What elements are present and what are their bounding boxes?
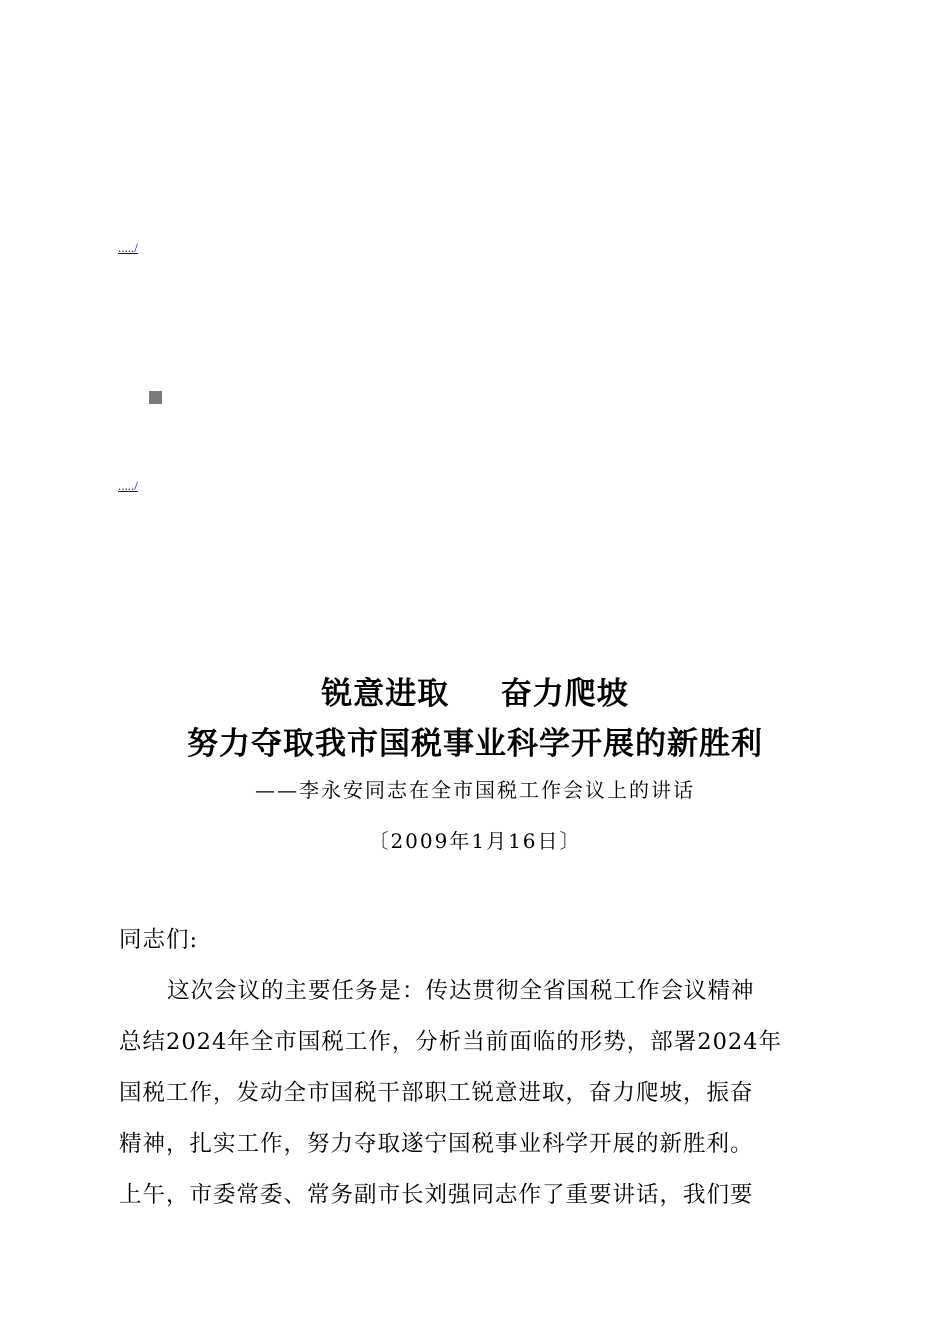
salutation: 同志们: xyxy=(119,927,199,953)
paragraph-line: 国税工作，发动全市国税干部职工锐意进取，奋力爬坡，振奋 xyxy=(119,1080,754,1106)
paragraph-line: 精神，扎实工作，努力夺取遂宁国税事业科学开展的新胜利。 xyxy=(119,1131,754,1157)
paragraph-line: 上午，市委常委、常务副市长刘强同志作了重要讲话，我们要 xyxy=(119,1182,754,1208)
image-placeholder-icon xyxy=(149,391,162,404)
document-title-line1: 锐意进取 奋力爬坡 xyxy=(321,676,629,712)
document-date: 〔2009年1月16日〕 xyxy=(368,829,582,853)
paragraph-line: 这次会议的主要任务是：传达贯彻全省国税工作会议精神 xyxy=(167,978,755,1004)
page-link-bottom[interactable]: ...../ xyxy=(118,478,138,493)
body-paragraph xyxy=(119,966,834,1221)
document-subtitle: ——李永安同志在全市国税工作会议上的讲话 xyxy=(255,778,695,802)
document-title-line2: 努力夺取我市国税事业科学开展的新胜利 xyxy=(187,726,763,762)
page-link-top[interactable]: ...../ xyxy=(118,240,138,255)
paragraph-line: 总结2024年全市国税工作，分析当前面临的形势，部署2024年 xyxy=(119,1029,783,1055)
